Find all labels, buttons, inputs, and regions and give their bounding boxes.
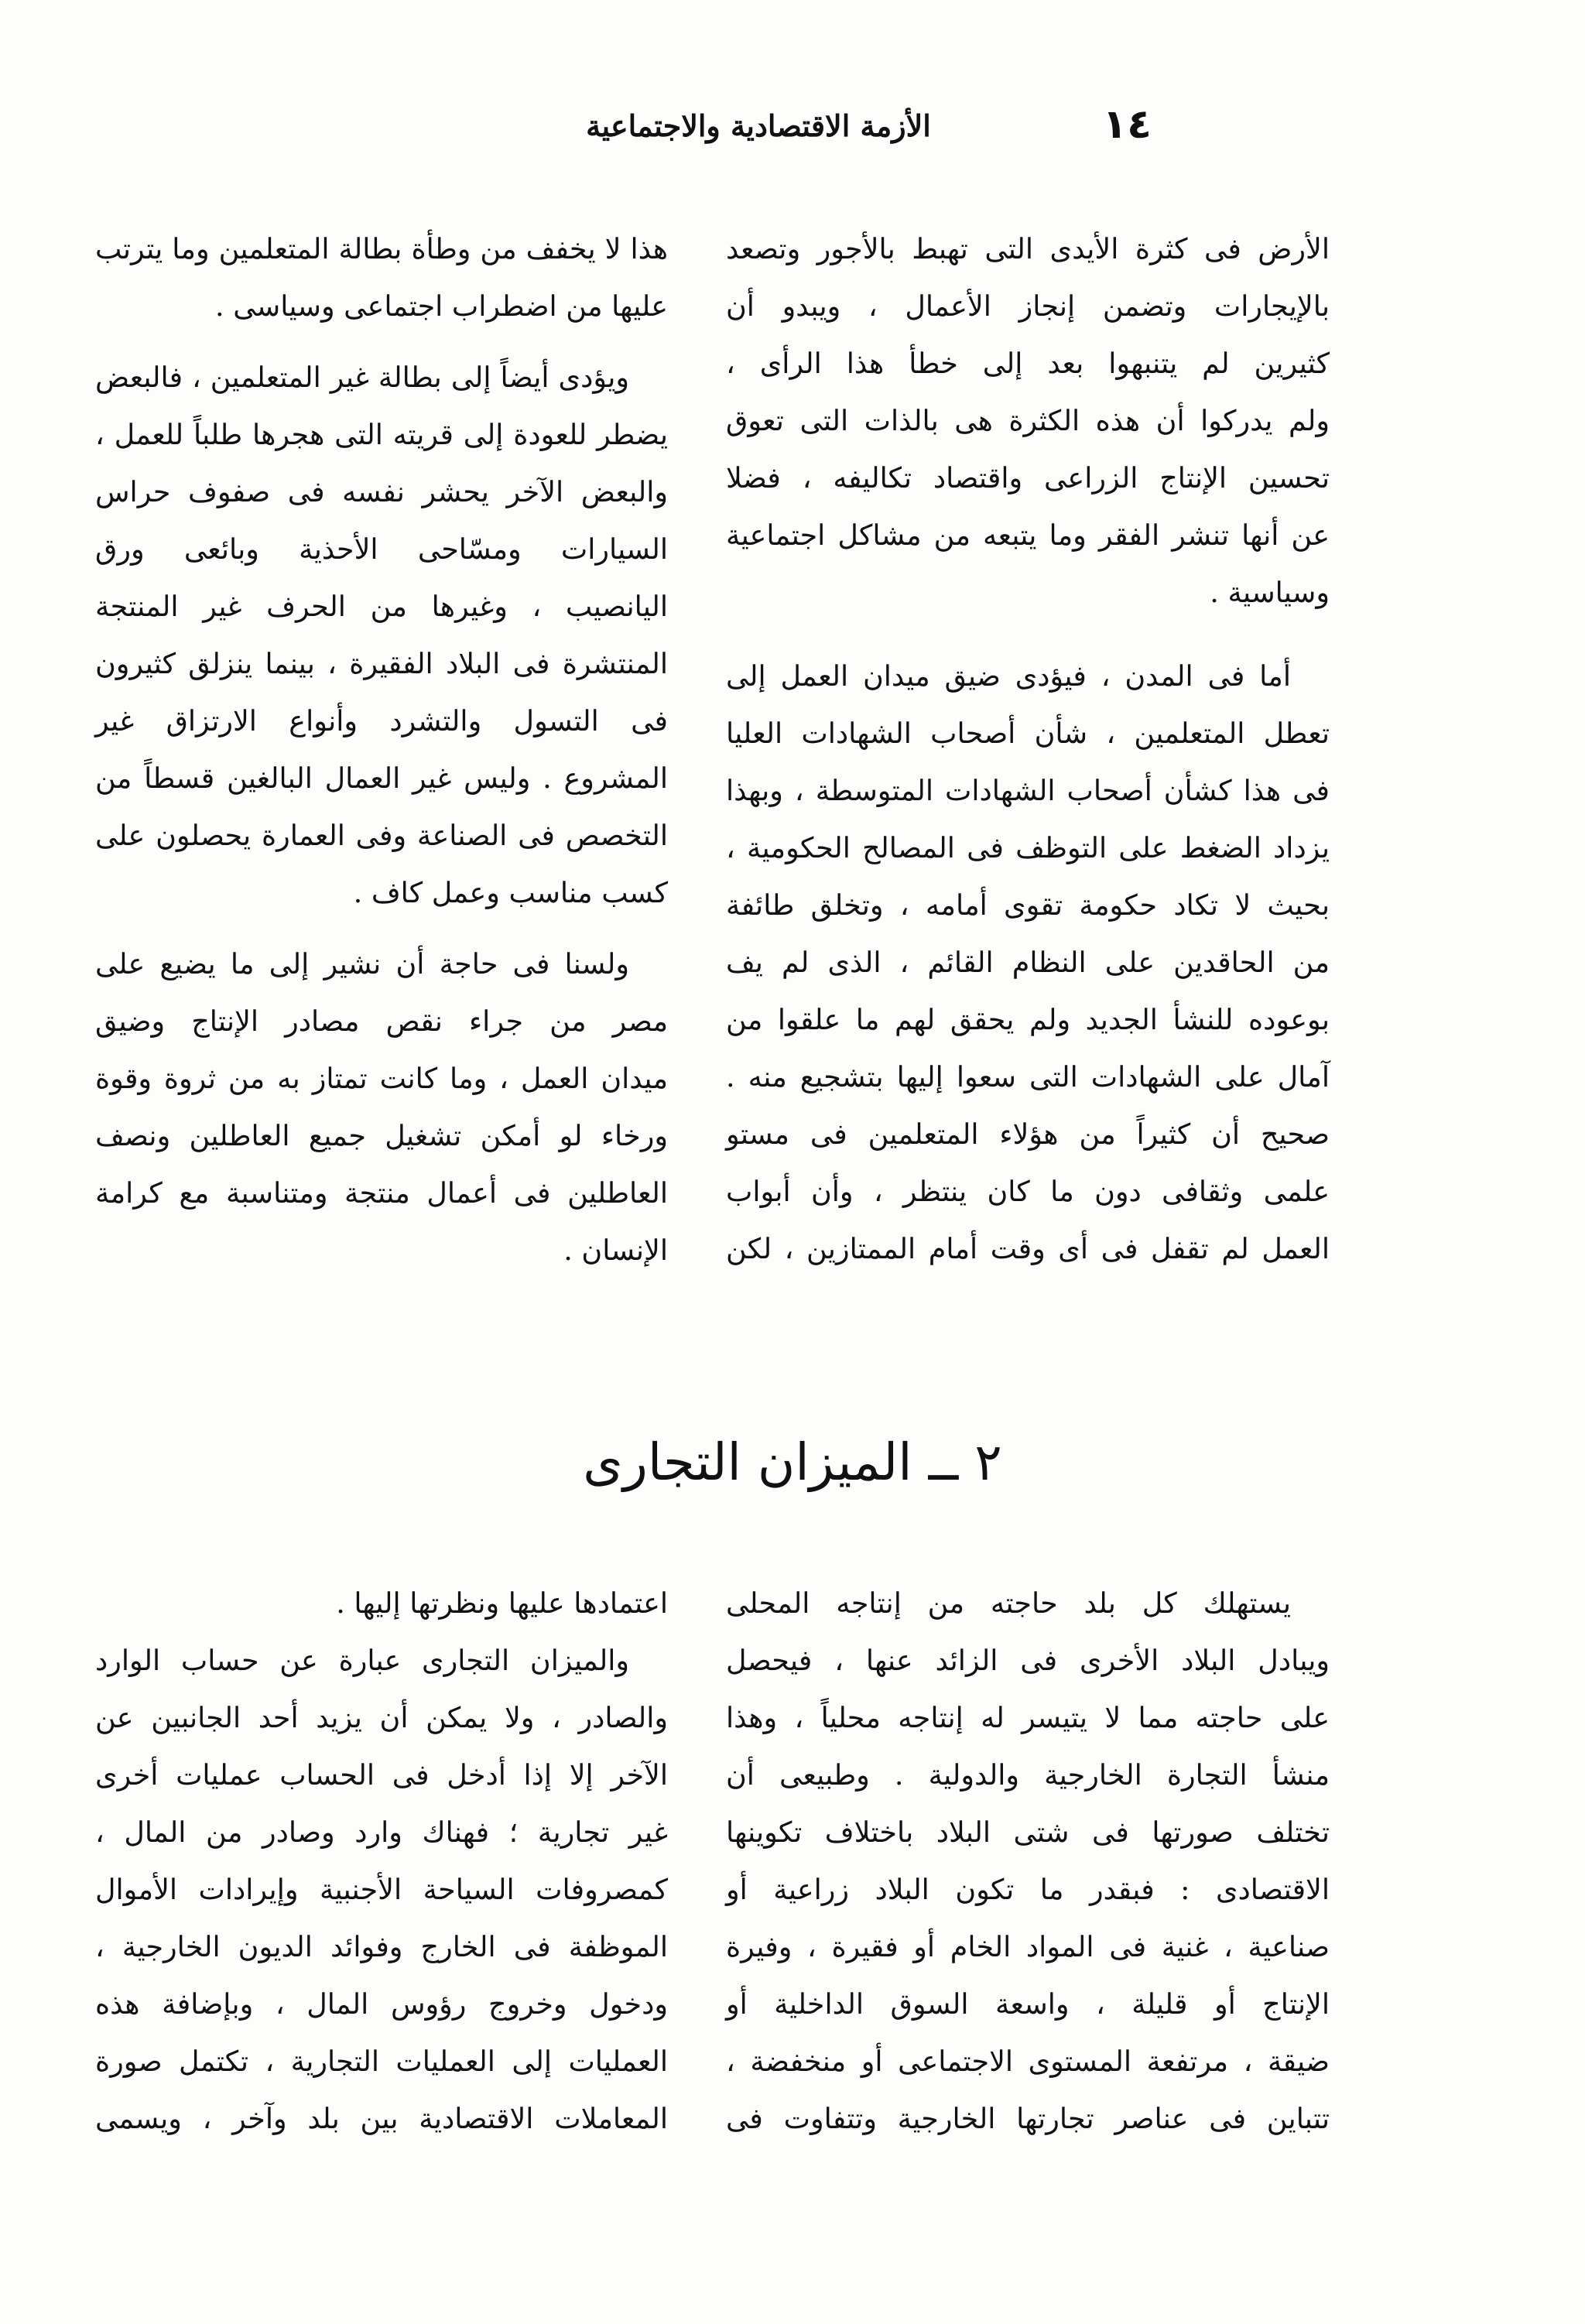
text-line: ولم يدركوا أن هذه الكثرة هى بالذات التى تعوق	[726, 404, 1330, 437]
text-line: يضطر للعودة إلى قريته التى هجرها طلباً للعمل ،	[95, 418, 668, 451]
text-line: بحيث لا تكاد حكومة تقوى أمامه ، وتخلق طائفة	[726, 888, 1330, 922]
text-line: الإنتاج أو قليلة ، واسعة السوق الداخلية أو	[726, 1987, 1330, 2021]
paragraph-break	[95, 922, 668, 936]
text-line: آمال على الشهادات التى سعوا إليها بتشجيع منه .	[726, 1060, 1330, 1094]
text-line: التخصص فى الصناعة وفى العمارة يحصلون على	[95, 819, 668, 852]
text-line: كثيرين لم يتنبهوا بعد إلى خطأ هذا الرأى ،	[726, 347, 1330, 380]
running-title: الأزمة الاقتصادية والاجتماعية	[586, 108, 931, 143]
text-line: منشأ التجارة الخارجية والدولية . وطبيعى أن	[726, 1758, 1330, 1792]
text-line: يزداد الضغط على التوظف فى المصالح الحكومية ،	[726, 831, 1330, 864]
section1-right-column	[726, 221, 1330, 1278]
text-line: بوعوده للنشأ الجديد ولم يحقق لهم ما علقوا من	[726, 1003, 1330, 1036]
text-line: العمل لم تقفل فى أى وقت أمام الممتازين ، لكن	[726, 1232, 1330, 1265]
text-line: تحسين الإنتاج الزراعى واقتصاد تكاليفه ، فضلا	[726, 461, 1330, 495]
paragraph-break	[95, 335, 668, 349]
text-line: اليانصيب ، وغيرها من الحرف غير المنتجة	[95, 590, 668, 623]
text-line: كمصروفات السياحة الأجنبية وإيرادات الأموال	[95, 1873, 668, 1906]
text-line: العمليات إلى العمليات التجارية ، تكتمل صورة	[95, 2045, 668, 2078]
text-line: ولسنا فى حاجة أن نشير إلى ما يضيع على	[95, 947, 629, 981]
text-line: بالإيجارات وتضمن إنجاز الأعمال ، ويبدو أن	[726, 289, 1330, 323]
text-line: والميزان التجارى عبارة عن حساب الوارد	[95, 1644, 629, 1677]
text-line: مصر من جراء نقص مصادر الإنتاج وضيق	[95, 1005, 668, 1038]
text-line: عن أنها تنشر الفقر وما يتبعه من مشاكل اجتماعية	[726, 519, 1330, 552]
section-heading: ٢ ــ الميزان التجارى	[583, 1432, 1002, 1492]
text-line: العاطلين فى أعمال منتجة ومتناسبة مع كرامة	[95, 1176, 668, 1210]
text-line: ميدان العمل ، وما كانت تمتاز به من ثروة وقوة	[95, 1062, 668, 1095]
text-line: تختلف صورتها فى شتى البلاد باختلاف تكوينها	[726, 1816, 1330, 1849]
text-line: غير تجارية ؛ فهناك وارد وصادر من المال ،	[95, 1816, 668, 1849]
text-line: الإنسان .	[563, 1234, 668, 1267]
text-line: ويبادل البلاد الأخرى فى الزائد عنها ، فيحصل	[726, 1644, 1330, 1677]
text-line: تتباين فى عناصر تجارتها الخارجية وتتفاوت فى	[726, 2102, 1330, 2135]
text-line: والصادر ، ولا يمكن أن يزيد أحد الجانبين عن	[95, 1701, 668, 1734]
text-line: عليها من اضطراب اجتماعى وسياسى .	[215, 289, 668, 323]
text-line: الأرض فى كثرة الأيدى التى تهبط بالأجور وتصعد	[726, 232, 1330, 265]
text-line: ضيقة ، مرتفعة المستوى الاجتماعى أو منخفضة ،	[726, 2045, 1330, 2078]
text-line: اعتمادها عليها ونظرتها إليها .	[336, 1586, 668, 1620]
text-line: فى التسول والتشرد وأنواع الارتزاق غير	[95, 704, 668, 738]
text-line: صحيح أن كثيراً من هؤلاء المتعلمين فى مستو	[726, 1118, 1330, 1151]
page-header	[93, 101, 1492, 163]
text-line: صناعية ، غنية فى المواد الخام أو فقيرة ، وفيرة	[726, 1930, 1330, 1963]
text-line: أما فى المدن ، فيؤدى ضيق ميدان العمل إلى	[726, 659, 1291, 693]
section1-left-column	[95, 221, 668, 1279]
text-line: السيارات ومسّاحى الأحذية وبائعى ورق	[95, 532, 668, 566]
text-line: فى هذا كشأن أصحاب الشهادات المتوسطة ، وبهذا	[726, 774, 1330, 807]
page-number: ١٤	[1102, 101, 1152, 148]
section2-left-column	[95, 1575, 668, 2148]
text-line: المنتشرة فى البلاد الفقيرة ، بينما ينزلق كثيرون	[95, 647, 668, 680]
text-line: المشروع . وليس غير العمال البالغين قسطاً من	[95, 762, 668, 795]
text-line: كسب مناسب وعمل كاف .	[353, 876, 668, 909]
section2-right-column	[726, 1575, 1330, 2148]
text-line: من الحاقدين على النظام القائم ، الذى لم يف	[726, 946, 1330, 979]
text-line: هذا لا يخفف من وطأة بطالة المتعلمين وما يترتب	[95, 232, 668, 265]
text-line: ويؤدى أيضاً إلى بطالة غير المتعلمين ، فالبعض	[95, 361, 629, 394]
text-line: يستهلك كل بلد حاجته من إنتاجه المحلى	[726, 1586, 1291, 1620]
text-line: ورخاء لو أمكن تشغيل جميع العاطلين ونصف	[95, 1119, 668, 1152]
text-line: الآخر إلا إذا أدخل فى الحساب عمليات أخرى	[95, 1758, 668, 1792]
text-line: ودخول وخروج رؤوس المال ، وبإضافة هذه	[95, 1987, 668, 2021]
text-line: والبعض الآخر يحشر نفسه فى صفوف حراس	[95, 475, 668, 508]
text-line: على حاجته مما لا يتيسر له إنتاجه محلياً ، وهذا	[726, 1701, 1330, 1734]
text-line: وسياسية .	[1210, 576, 1330, 609]
text-line: علمى وثقافى دون ما كان ينتظر ، وأن أبواب	[726, 1175, 1330, 1208]
paragraph-break	[726, 621, 1330, 648]
text-line: المعاملات الاقتصادية بين بلد وآخر ، ويسمى	[95, 2102, 668, 2135]
text-line: تعطل المتعلمين ، شأن أصحاب الشهادات العليا	[726, 717, 1330, 750]
text-line: الاقتصادى : فبقدر ما تكون البلاد زراعية أو	[726, 1873, 1330, 1906]
text-line: الموظفة فى الخارج وفوائد الديون الخارجية ،	[95, 1930, 668, 1963]
